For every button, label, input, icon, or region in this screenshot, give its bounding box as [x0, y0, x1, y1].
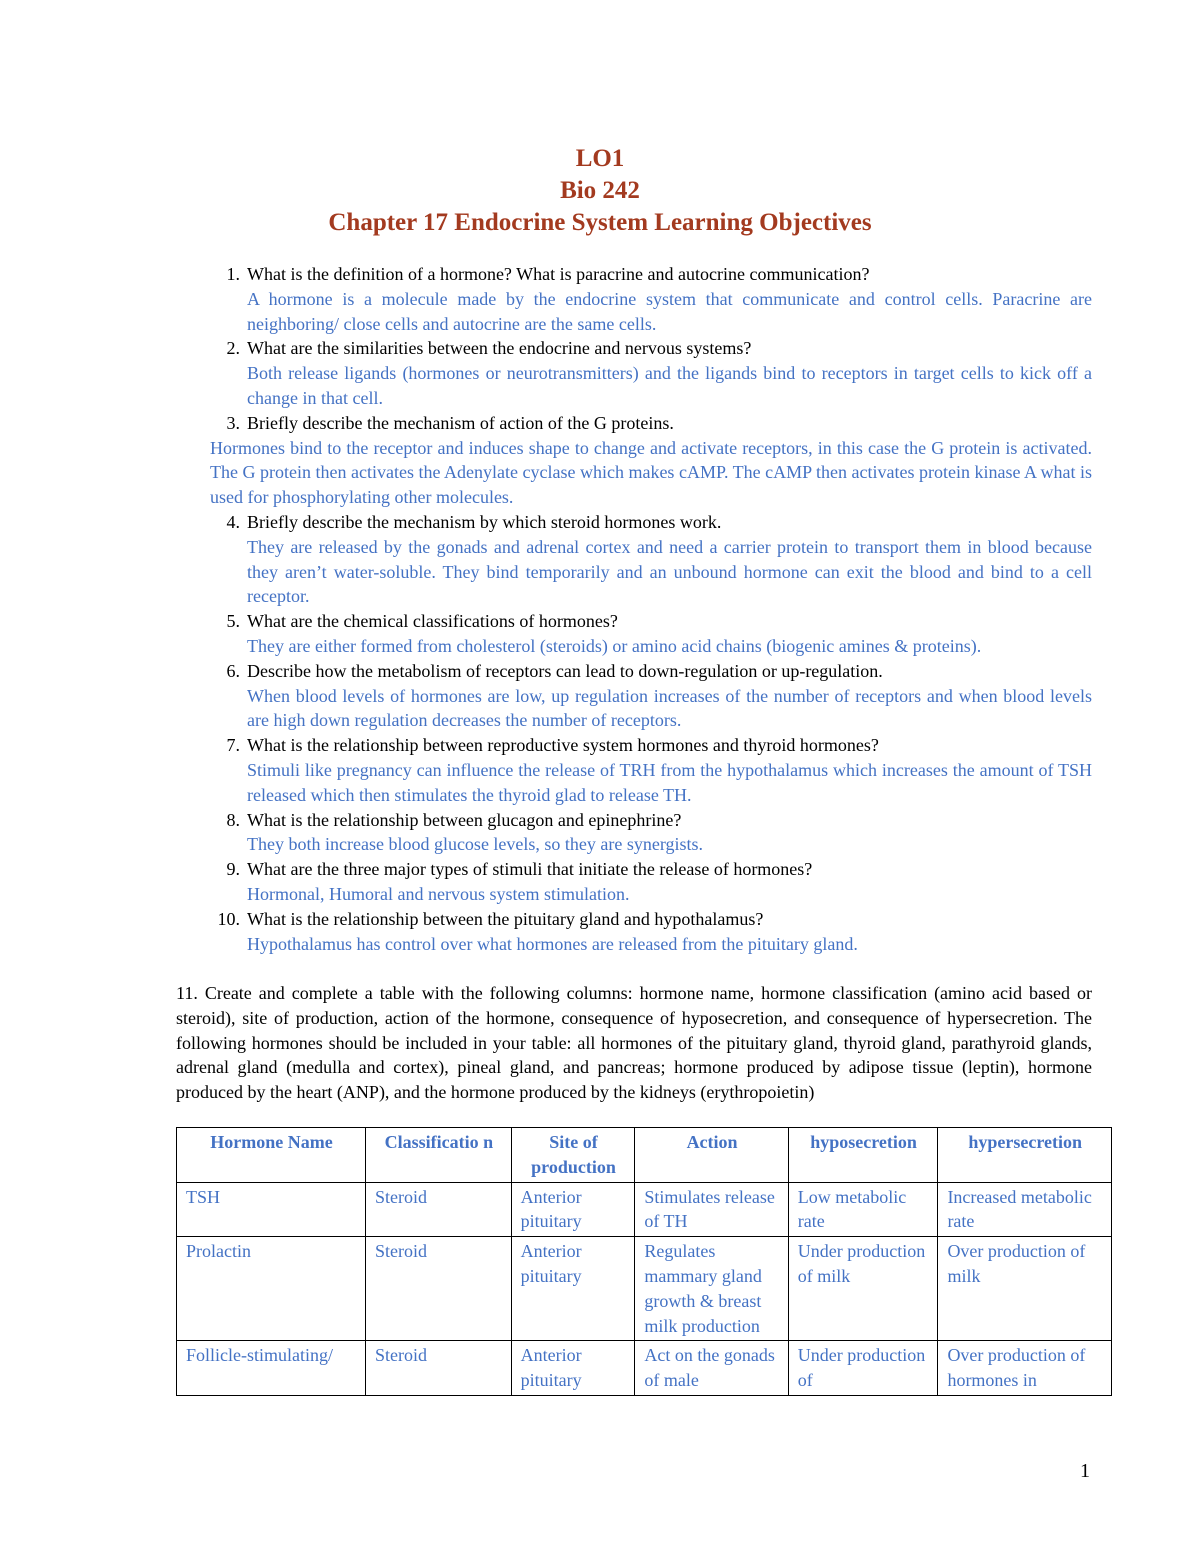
table-cell: Under production of milk	[788, 1237, 938, 1341]
question-number: 7.	[226, 735, 240, 756]
table-cell: Steroid	[366, 1341, 512, 1396]
answer-text: When blood levels of hormones are low, up regulation increases of the number of receptors and when blood levels are high down regulation decreases the number of receptors.	[247, 685, 1092, 731]
question-number: 10.	[217, 908, 240, 929]
question-number: 8.	[226, 809, 240, 830]
column-header-action: Action	[635, 1128, 788, 1183]
answer-text: Hormonal, Humoral and nervous system stimulation.	[247, 883, 630, 904]
answer-text: Both release ligands (hormones or neurotransmitters) and the ligands bind to receptors in target cells to kick off a change in that cell.	[247, 363, 1092, 408]
table-row	[177, 1341, 1112, 1396]
table-cell: Anterior pituitary	[511, 1237, 635, 1341]
hormone-table	[176, 1127, 1112, 1396]
question-number: 1.	[226, 264, 240, 284]
table-header-row	[177, 1128, 1112, 1183]
table-cell: Steroid	[366, 1237, 512, 1341]
answer-text: A hormone is a molecule made by the endocrine system that communicate and control cells. Paracrine are neighboring/ close cells and autocrine are the same cells.	[247, 288, 1092, 334]
question-text: Briefly describe the mechanism by which steroid hormones work.	[247, 511, 722, 532]
question-item-3	[210, 411, 1092, 510]
column-header-classification: Classificatio n	[366, 1128, 512, 1183]
question-11-text: 11. Create and complete a table with the following columns: hormone name, hormone classification (amino acid based or steroid), site of production, action of the hormone, consequence of hyposecretion, and consequence of hypersecretion. The following hormones should be included in your table: all hormones of the pituitary gland, thyroid gland, parathyroid glands, adrenal gland (medulla and cortex), pineal gland, and pancreas; hormone produced by adipose tissue (leptin), hormone produced by the heart (ANP), and the hormone produced by the kidneys (erythropoietin)	[176, 983, 1092, 1103]
table-cell: Increased metabolic rate	[938, 1182, 1112, 1237]
question-item-7	[210, 733, 1092, 807]
question-text: What are the chemical classifications of hormones?	[247, 611, 618, 632]
question-text: What are the similarities between the endocrine and nervous systems?	[247, 338, 752, 359]
question-item-9	[210, 857, 1092, 907]
doc-title-lo1: LO1	[575, 145, 625, 172]
answer-text: Stimuli like pregnancy can influence the release of TRH from the hypothalamus which increases the amount of TSH released which then stimulates the thyroid glad to release TH.	[247, 759, 1092, 805]
question-text: What is the relationship between glucagon and epinephrine?	[247, 809, 682, 830]
table-cell: Steroid	[366, 1182, 512, 1237]
question-number: 6.	[226, 660, 240, 681]
table-cell: Prolactin	[177, 1237, 366, 1341]
question-item-10	[210, 907, 1092, 957]
answer-text: Hypothalamus has control over what hormones are released from the pituitary gland.	[247, 933, 858, 954]
table-cell: Under production of	[788, 1341, 938, 1396]
table-cell: Anterior pituitary	[511, 1341, 635, 1396]
question-number: 9.	[226, 859, 240, 880]
column-header-hormone-name: Hormone Name	[177, 1128, 366, 1183]
table-cell: Stimulates release of TH	[635, 1182, 788, 1237]
table-cell: Anterior pituitary	[511, 1182, 635, 1237]
question-item-1	[210, 262, 1092, 336]
column-header-hyposecretion: hyposecretion	[788, 1128, 938, 1183]
question-number: 2.	[226, 338, 240, 359]
column-header-site: Site of production	[511, 1128, 635, 1183]
table-cell: Regulates mammary gland growth & breast milk production	[635, 1237, 788, 1341]
answer-text: Hormones bind to the receptor and induces shape to change and activate receptors, in this case the G protein is activated. The G protein then activates the Adenylate cyclase which makes cAMP. The cAMP then activates protein kinase A what is used for phosphorylating other molecules.	[210, 437, 1092, 508]
table-cell: Follicle-stimulating/	[177, 1341, 366, 1396]
column-header-hypersecretion: hypersecretion	[938, 1128, 1112, 1183]
question-text: What are the three major types of stimuli that initiate the release of hormones?	[247, 859, 813, 880]
table-row	[177, 1237, 1112, 1341]
table-row	[177, 1182, 1112, 1237]
table-cell: Over production of milk	[938, 1237, 1112, 1341]
question-number: 3.	[226, 412, 240, 433]
question-item-2	[210, 336, 1092, 410]
table-cell: Over production of hormones in	[938, 1341, 1112, 1396]
answer-text: They both increase blood glucose levels, so they are synergists.	[247, 834, 704, 855]
doc-title-course: Bio 242	[560, 177, 640, 204]
question-item-8	[210, 808, 1092, 858]
question-item-6	[210, 659, 1092, 733]
page-number: 1	[1080, 1460, 1090, 1482]
question-text: Briefly describe the mechanism of action of the G proteins.	[247, 412, 674, 433]
table-cell: Act on the gonads of male	[635, 1341, 788, 1396]
answer-text: They are released by the gonads and adrenal cortex and need a carrier protein to transport them in blood because they aren’t water-soluble. They bind temporarily and an unbound hormone can exit the blood and bind to a cell receptor.	[247, 536, 1092, 607]
question-number: 5.	[226, 611, 240, 632]
table-cell: Low metabolic rate	[788, 1182, 938, 1237]
question-text: What is the definition of a hormone? What is paracrine and autocrine communication?	[247, 264, 870, 284]
question-text: What is the relationship between the pituitary gland and hypothalamus?	[247, 908, 764, 929]
doc-title-chapter: Chapter 17 Endocrine System Learning Objectives	[328, 209, 872, 236]
question-number: 4.	[226, 511, 240, 532]
question-item-5	[210, 609, 1092, 659]
answer-text: They are either formed from cholesterol (steroids) or amino acid chains (biogenic amines & proteins).	[247, 635, 982, 656]
question-list	[210, 262, 1092, 956]
table-cell: TSH	[177, 1182, 366, 1237]
question-text: Describe how the metabolism of receptors can lead to down-regulation or up-regulation.	[247, 660, 883, 681]
question-item-4	[210, 510, 1092, 609]
question-text: What is the relationship between reproductive system hormones and thyroid hormones?	[247, 735, 879, 756]
